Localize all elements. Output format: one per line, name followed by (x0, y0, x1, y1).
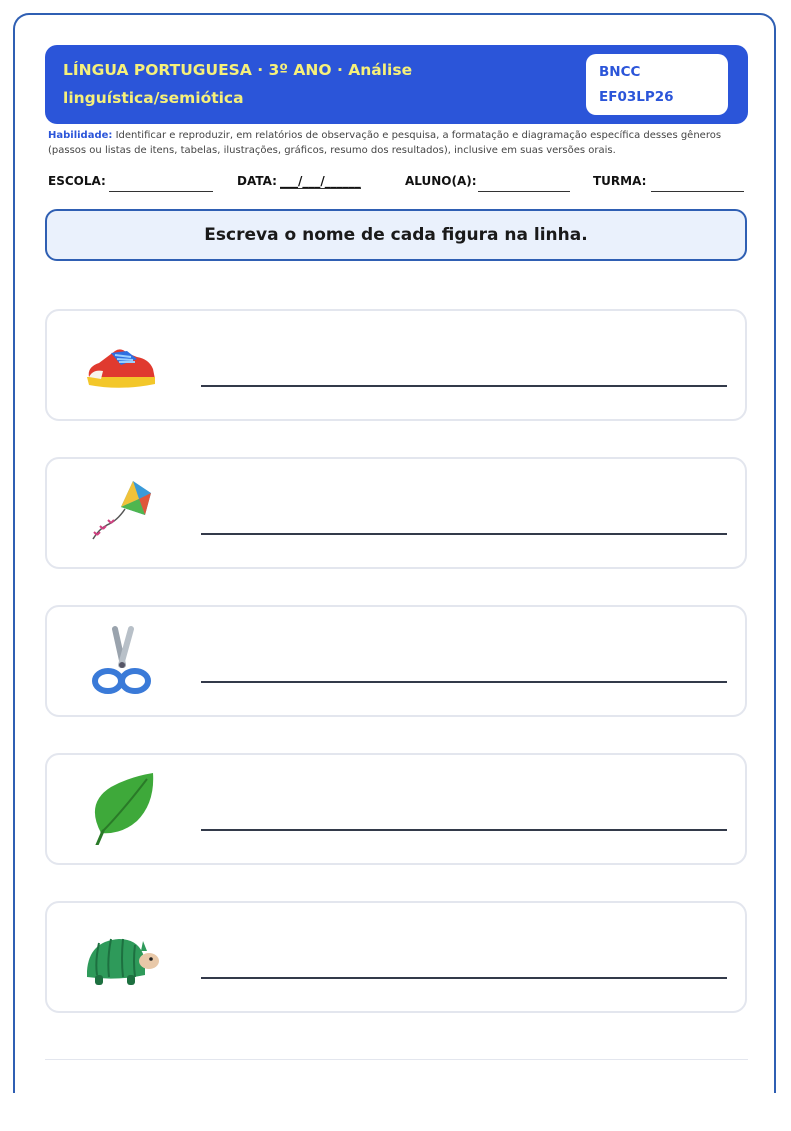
turma-input[interactable] (651, 191, 744, 192)
scissors-icon (81, 625, 161, 697)
turma-label: TURMA: (593, 174, 647, 188)
bncc-code: EF03LP26 (599, 89, 674, 105)
answer-line[interactable] (201, 977, 727, 979)
bncc-badge (586, 54, 728, 115)
armadillo-icon (81, 921, 161, 993)
habilidade-label: Habilidade: (48, 130, 113, 141)
page-title (63, 56, 423, 112)
data-input[interactable]: ___/___/______ (280, 174, 361, 188)
habilidade-description: Identificar e reproduzir, em relatórios de observação e pesquisa, a formatação e diagramação específica desses gêneros (passos ou listas de itens, tabelas, ilustrações, gráficos, resumo dos resultados), inclusive em suas versões orais. (48, 130, 722, 156)
habilidade-text (48, 128, 748, 158)
aluno-label: ALUNO(A): (405, 174, 477, 188)
bncc-label: BNCC (599, 64, 641, 80)
divider (45, 1059, 748, 1060)
data-label: DATA: (237, 174, 277, 188)
title-line-2: linguística/semiótica (63, 89, 244, 107)
list-item (45, 605, 747, 717)
answer-line[interactable] (201, 533, 727, 535)
answer-line[interactable] (201, 681, 727, 683)
student-info-fields (48, 174, 748, 196)
header-banner (45, 45, 748, 124)
title-line-1: LÍNGUA PORTUGUESA · 3º ANO · Análise (63, 61, 413, 79)
answer-line[interactable] (201, 829, 727, 831)
escola-label: ESCOLA: (48, 174, 106, 188)
list-item (45, 457, 747, 569)
list-item (45, 309, 747, 421)
leaf-icon (81, 773, 161, 845)
escola-input[interactable] (109, 191, 213, 192)
kite-icon (81, 477, 161, 549)
instruction-box: Escreva o nome de cada figura na linha. (45, 209, 747, 261)
list-item (45, 901, 747, 1013)
aluno-input[interactable] (478, 191, 570, 192)
list-item (45, 753, 747, 865)
answer-line[interactable] (201, 385, 727, 387)
sneaker-icon (81, 329, 161, 401)
